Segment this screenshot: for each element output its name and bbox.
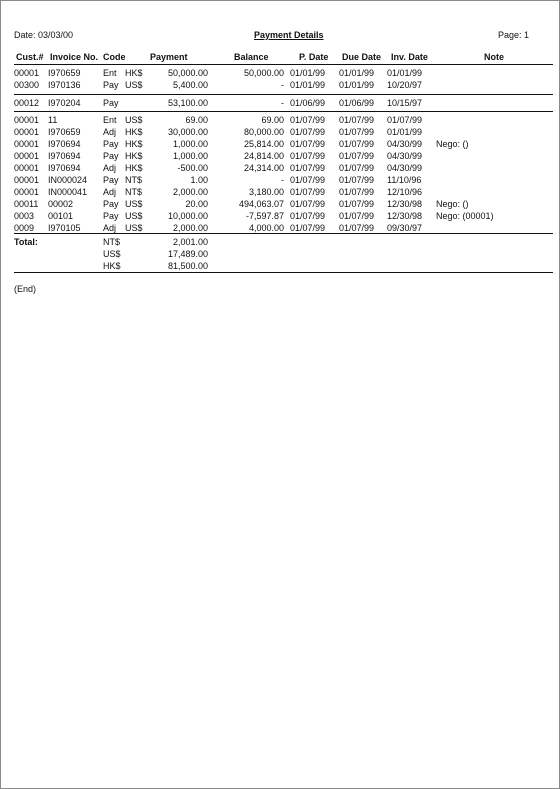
cell-invoice: I970659 <box>48 68 81 78</box>
cell-balance: 69.00 <box>261 115 284 125</box>
cell-invoice: I970694 <box>48 163 81 173</box>
cell-payment: -500.00 <box>177 163 208 173</box>
table-row <box>1 211 560 223</box>
cell-inv-date: 01/07/99 <box>387 115 423 125</box>
table-row <box>1 175 560 187</box>
horizontal-rule <box>14 94 553 95</box>
table-row <box>1 139 560 151</box>
table-row <box>1 151 560 163</box>
cell-type: Pay <box>103 139 119 149</box>
total-amount: 17,489.00 <box>167 249 208 259</box>
report-title: Payment Details <box>254 30 324 40</box>
cell-cust: 00012 <box>14 98 40 108</box>
cell-p-date: 01/06/99 <box>290 98 326 108</box>
cell-p-date: 01/01/99 <box>290 80 326 90</box>
cell-payment: 53,100.00 <box>167 98 208 108</box>
cell-due-date: 01/07/99 <box>339 163 375 173</box>
cell-payment: 5,400.00 <box>172 80 208 90</box>
cell-balance: 25,814.00 <box>243 139 284 149</box>
cell-balance: 24,814.00 <box>243 151 284 161</box>
cell-payment: 50,000.00 <box>167 68 208 78</box>
cell-p-date: 01/07/99 <box>290 187 326 197</box>
cell-payment: 20.00 <box>185 199 208 209</box>
cell-inv-date: 01/01/99 <box>387 127 423 137</box>
cell-p-date: 01/07/99 <box>290 127 326 137</box>
column-header-inv-date: Inv. Date <box>391 52 428 62</box>
cell-inv-date: 12/30/98 <box>387 211 423 221</box>
cell-currency: NT$ <box>125 175 143 185</box>
cell-currency: HK$ <box>125 68 143 78</box>
cell-balance: - <box>281 80 284 90</box>
cell-invoice: I970694 <box>48 139 81 149</box>
cell-type: Pay <box>103 175 119 185</box>
table-row <box>1 163 560 175</box>
cell-currency: HK$ <box>125 151 143 161</box>
cell-balance: - <box>281 175 284 185</box>
table-row <box>1 68 560 80</box>
cell-inv-date: 10/15/97 <box>387 98 423 108</box>
cell-p-date: 01/07/99 <box>290 199 326 209</box>
cell-balance: - <box>281 98 284 108</box>
report-date: Date: 03/03/00 <box>14 30 74 40</box>
table-row <box>1 127 560 139</box>
cell-type: Adj <box>103 163 117 173</box>
cell-inv-date: 04/30/99 <box>387 163 423 173</box>
cell-invoice: 00002 <box>48 199 74 209</box>
total-currency: HK$ <box>103 261 121 271</box>
cell-cust: 00300 <box>14 80 40 90</box>
cell-p-date: 01/07/99 <box>290 175 326 185</box>
cell-payment: 1,000.00 <box>172 139 208 149</box>
cell-balance: -7,597.87 <box>245 211 284 221</box>
cell-payment: 10,000.00 <box>167 211 208 221</box>
cell-inv-date: 12/30/98 <box>387 199 423 209</box>
cell-p-date: 01/01/99 <box>290 68 326 78</box>
cell-currency: HK$ <box>125 127 143 137</box>
column-header-balance: Balance <box>234 52 269 62</box>
cell-currency: US$ <box>125 211 143 221</box>
cell-inv-date: 10/20/97 <box>387 80 423 90</box>
cell-inv-date: 12/10/96 <box>387 187 423 197</box>
table-row <box>1 187 560 199</box>
cell-type: Ent <box>103 115 117 125</box>
cell-due-date: 01/07/99 <box>339 199 375 209</box>
cell-balance: 50,000.00 <box>243 68 284 78</box>
cell-due-date: 01/01/99 <box>339 68 375 78</box>
cell-payment: 2,000.00 <box>172 223 208 233</box>
cell-note: Nego: (00001) <box>436 211 494 221</box>
cell-due-date: 01/07/99 <box>339 223 375 233</box>
cell-cust: 00001 <box>14 151 40 161</box>
cell-type: Pay <box>103 80 119 90</box>
cell-cust: 00001 <box>14 175 40 185</box>
cell-p-date: 01/07/99 <box>290 163 326 173</box>
end-marker: (End) <box>14 284 37 294</box>
cell-note: Nego: () <box>436 139 469 149</box>
cell-payment: 2,000.00 <box>172 187 208 197</box>
cell-note: Nego: () <box>436 199 469 209</box>
cell-balance: 3,180.00 <box>248 187 284 197</box>
cell-type: Pay <box>103 151 119 161</box>
cell-invoice: IN000024 <box>48 175 88 185</box>
column-header-due-date: Due Date <box>342 52 382 62</box>
cell-due-date: 01/07/99 <box>339 175 375 185</box>
cell-cust: 00001 <box>14 68 40 78</box>
cell-balance: 80,000.00 <box>243 127 284 137</box>
cell-type: Pay <box>103 98 119 108</box>
cell-inv-date: 04/30/99 <box>387 139 423 149</box>
cell-cust: 00011 <box>14 199 39 209</box>
cell-invoice: IN000041 <box>48 187 88 197</box>
total-row <box>1 249 560 261</box>
total-amount: 2,001.00 <box>172 237 208 247</box>
total-currency: NT$ <box>103 237 121 247</box>
cell-currency: HK$ <box>125 139 143 149</box>
cell-type: Adj <box>103 187 117 197</box>
cell-balance: 494,063.07 <box>238 199 284 209</box>
total-row <box>1 261 560 273</box>
table-row <box>1 115 560 127</box>
cell-invoice: 00101 <box>48 211 74 221</box>
cell-cust: 00001 <box>14 127 40 137</box>
cell-p-date: 01/07/99 <box>290 139 326 149</box>
total-currency: US$ <box>103 249 121 259</box>
cell-balance: 4,000.00 <box>248 223 284 233</box>
total-amount: 81,500.00 <box>167 261 208 271</box>
cell-inv-date: 04/30/99 <box>387 151 423 161</box>
cell-due-date: 01/07/99 <box>339 139 375 149</box>
cell-type: Ent <box>103 68 117 78</box>
cell-currency: US$ <box>125 223 143 233</box>
cell-cust: 00001 <box>14 115 40 125</box>
cell-due-date: 01/06/99 <box>339 98 375 108</box>
cell-inv-date: 11/10/96 <box>387 175 422 185</box>
cell-invoice: I970105 <box>48 223 81 233</box>
horizontal-rule <box>14 111 553 112</box>
cell-invoice: I970694 <box>48 151 81 161</box>
cell-currency: HK$ <box>125 163 143 173</box>
cell-payment: 30,000.00 <box>167 127 208 137</box>
cell-currency: NT$ <box>125 187 143 197</box>
page-number: Page: 1 <box>498 30 530 40</box>
horizontal-rule <box>14 233 553 234</box>
cell-cust: 00001 <box>14 163 40 173</box>
cell-due-date: 01/07/99 <box>339 127 375 137</box>
cell-p-date: 01/07/99 <box>290 115 326 125</box>
cell-cust: 0003 <box>14 211 35 221</box>
cell-cust: 00001 <box>14 187 40 197</box>
cell-balance: 24,314.00 <box>243 163 284 173</box>
table-row <box>1 199 560 211</box>
cell-p-date: 01/07/99 <box>290 211 326 221</box>
cell-payment: 69.00 <box>185 115 208 125</box>
cell-type: Pay <box>103 199 119 209</box>
cell-due-date: 01/07/99 <box>339 115 375 125</box>
cell-currency: US$ <box>125 80 143 90</box>
cell-payment: 1.00 <box>190 175 208 185</box>
cell-type: Adj <box>103 223 117 233</box>
cell-type: Adj <box>103 127 117 137</box>
total-label: Total: <box>14 237 38 247</box>
cell-currency: US$ <box>125 115 143 125</box>
cell-type: Pay <box>103 211 119 221</box>
cell-invoice: I970204 <box>48 98 81 108</box>
cell-due-date: 01/01/99 <box>339 80 375 90</box>
cell-due-date: 01/07/99 <box>339 187 375 197</box>
table-row <box>1 98 560 110</box>
cell-cust: 0009 <box>14 223 35 233</box>
cell-p-date: 01/07/99 <box>290 151 326 161</box>
cell-currency: US$ <box>125 199 143 209</box>
cell-due-date: 01/07/99 <box>339 211 375 221</box>
column-header-p-date: P. Date <box>299 52 329 62</box>
horizontal-rule <box>14 64 553 65</box>
cell-invoice: 11 <box>48 115 58 125</box>
column-header-invoice: Invoice No. <box>50 52 99 62</box>
cell-inv-date: 01/01/99 <box>387 68 423 78</box>
column-header-payment: Payment <box>150 52 188 62</box>
column-header-code: Code <box>103 52 126 62</box>
table-row <box>1 80 560 92</box>
cell-payment: 1,000.00 <box>172 151 208 161</box>
cell-p-date: 01/07/99 <box>290 223 326 233</box>
column-header-note: Note <box>484 52 504 62</box>
cell-invoice: I970136 <box>48 80 81 90</box>
cell-cust: 00001 <box>14 139 40 149</box>
cell-inv-date: 09/30/97 <box>387 223 423 233</box>
cell-due-date: 01/07/99 <box>339 151 375 161</box>
cell-invoice: I970659 <box>48 127 81 137</box>
total-row <box>1 237 560 249</box>
column-header-cust: Cust.# <box>16 52 44 62</box>
